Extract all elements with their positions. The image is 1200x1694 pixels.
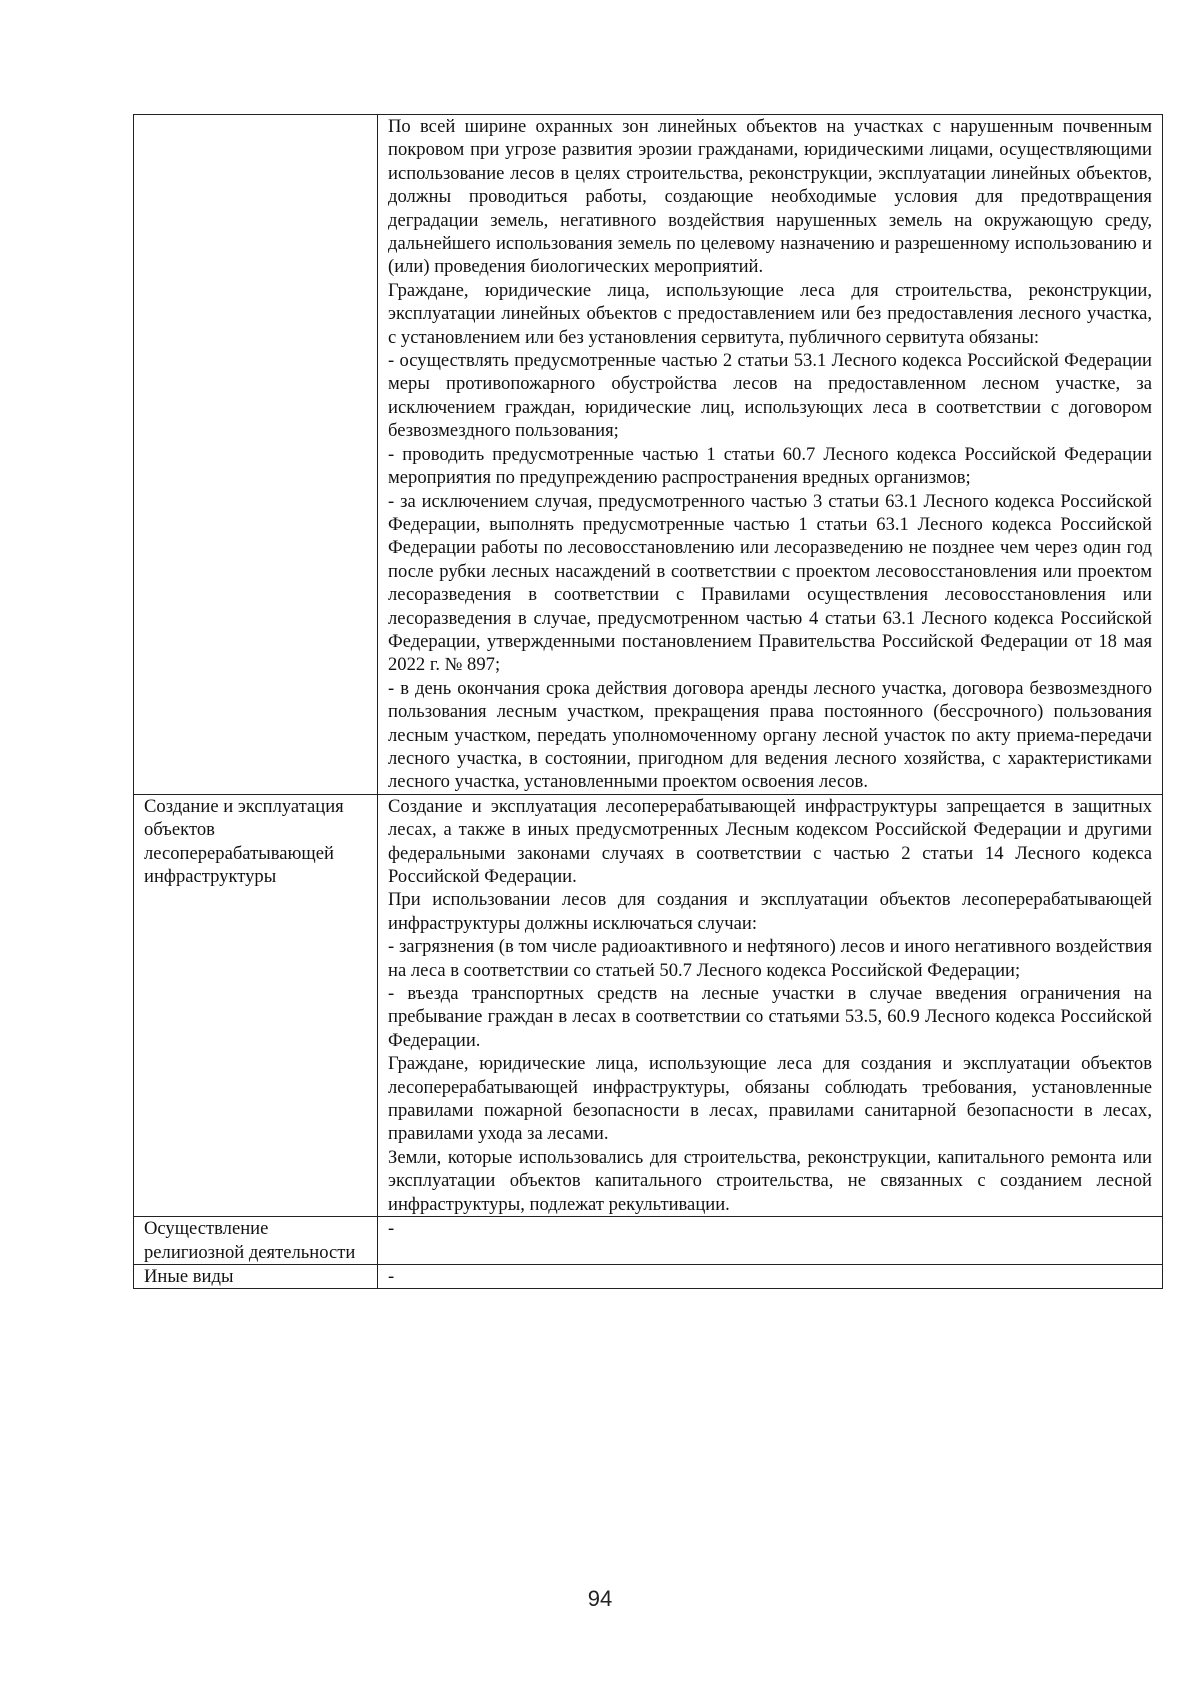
- requirement-paragraph: - в день окончания срока действия договора аренды лесного участка, договора безвозмездного пользования лесным участком, прекращения права постоянного (бессрочного) пользования лесным участком, передать уполномоченному органу лесной участок по акту приема-передачи лесного участка, в состоянии, пригодном для ведения лесного хозяйства, с характеристиками лесного участка, установленными проектом освоения лесов.: [388, 677, 1152, 793]
- requirement-paragraph: Граждане, юридические лица, использующие леса для создания и эксплуатации объектов лесоперерабатывающей инфраструктуры, обязаны соблюдать требования, установленные правилами пожарной безопасности в лесах, правилами санитарной безопасности в лесах, правилами ухода за лесами.: [388, 1053, 1152, 1145]
- requirement-paragraph: -: [388, 1218, 395, 1240]
- requirement-paragraph: - осуществлять предусмотренные частью 2 статьи 53.1 Лесного кодекса Российской Федерации меры противопожарного обустройства лесов на предоставленном лесном участке, за исключением граждан, юридические лиц, использующих леса в соответствии с договором безвозмездного пользования;: [388, 350, 1152, 442]
- requirement-paragraph: -: [388, 1265, 395, 1287]
- requirement-paragraph: - въезда транспортных средств на лесные участки в случае введения ограничения на пребывание граждан в лесах в соответствии со статьями 53.5, 60.9 Лесного кодекса Российской Федерации.: [388, 983, 1152, 1051]
- requirement-paragraph: - загрязнения (в том числе радиоактивного и нефтяного) лесов и иного негативного воздействия на леса в соответствии со статьей 50.7 Лесного кодекса Российской Федерации;: [388, 936, 1152, 981]
- table-row: [134, 1264, 1163, 1288]
- category-cell: [134, 1264, 378, 1288]
- page-number: 94: [587, 1586, 613, 1611]
- category-label: Создание и эксплуатация объектов лесоперерабатывающей инфраструктуры: [144, 795, 344, 887]
- category-label: Иные виды: [144, 1265, 234, 1287]
- requirements-cell: [378, 115, 1163, 795]
- category-cell: [134, 1217, 378, 1265]
- table-row: [134, 794, 1163, 1216]
- requirement-paragraph: Граждане, юридические лица, использующие леса для строительства, реконструкции, эксплуатации линейных объектов с предоставлением или без предоставления лесного участка, с установлением или без установления сервитута, публичного сервитута обязаны:: [388, 279, 1152, 348]
- requirements-cell: [378, 794, 1163, 1216]
- table-row: [134, 1217, 1163, 1265]
- requirement-paragraph: По всей ширине охранных зон линейных объектов на участках с нарушенным почвенным покровом при угрозе развития эрозии гражданами, юридическими лицами, осуществляющими использование лесов в целях строительства, реконструкции, эксплуатации линейных объектов, должны проводиться работы, создающие необходимые условия для предотвращения деградации земель, негативного воздействия нарушенных земель на окружающую среду, дальнейшего использования земель по целевому назначению и разрешенному использованию и (или) проведения биологических мероприятий.: [388, 116, 1152, 278]
- requirement-paragraph: При использовании лесов для создания и эксплуатации объектов лесоперерабатывающей инфраструктуры должны исключаться случаи:: [388, 889, 1152, 934]
- activity-requirements-table: [133, 114, 1163, 1289]
- category-cell: [134, 115, 378, 795]
- category-cell: [134, 794, 378, 1216]
- requirements-cell: [378, 1217, 1163, 1265]
- requirement-paragraph: Создание и эксплуатация лесоперерабатывающей инфраструктуры запрещается в защитных лесах, а также в иных предусмотренных Лесным кодексом Российской Федерации и другими федеральными законами случаях в соответствии с частью 2 статьи 14 Лесного кодекса Российской Федерации.: [388, 795, 1152, 887]
- table-row: [134, 115, 1163, 795]
- requirement-paragraph: - за исключением случая, предусмотренного частью 3 статьи 63.1 Лесного кодекса Российской Федерации, выполнять предусмотренные частью 1 статьи 63.1 Лесного кодекса Российской Федерации работы по лесовосстановлению или лесоразведению не позднее чем через один год после рубки лесных насаждений в соответствии с проектом лесовосстановления или проектом лесоразведения в соответствии с Правилами осуществления лесовосстановления или лесоразведения в случае, предусмотренном частью 4 статьи 63.1 Лесного кодекса Российской Федерации, утвержденными постановлением Правительства Российской Федерации от 18 мая 2022 г. № 897;: [388, 490, 1152, 676]
- category-label: Осуществление религиозной деятельности: [144, 1218, 356, 1263]
- requirement-paragraph: Земли, которые использовались для строительства, реконструкции, капитального ремонта или эксплуатации объектов капитального строительства, не связанных с созданием лесной инфраструктуры, подлежат рекультивации.: [388, 1146, 1152, 1215]
- requirements-cell: [378, 1264, 1163, 1288]
- requirement-paragraph: - проводить предусмотренные частью 1 статьи 60.7 Лесного кодекса Российской Федерации мероприятия по предупреждению распространения вредных организмов;: [388, 443, 1152, 489]
